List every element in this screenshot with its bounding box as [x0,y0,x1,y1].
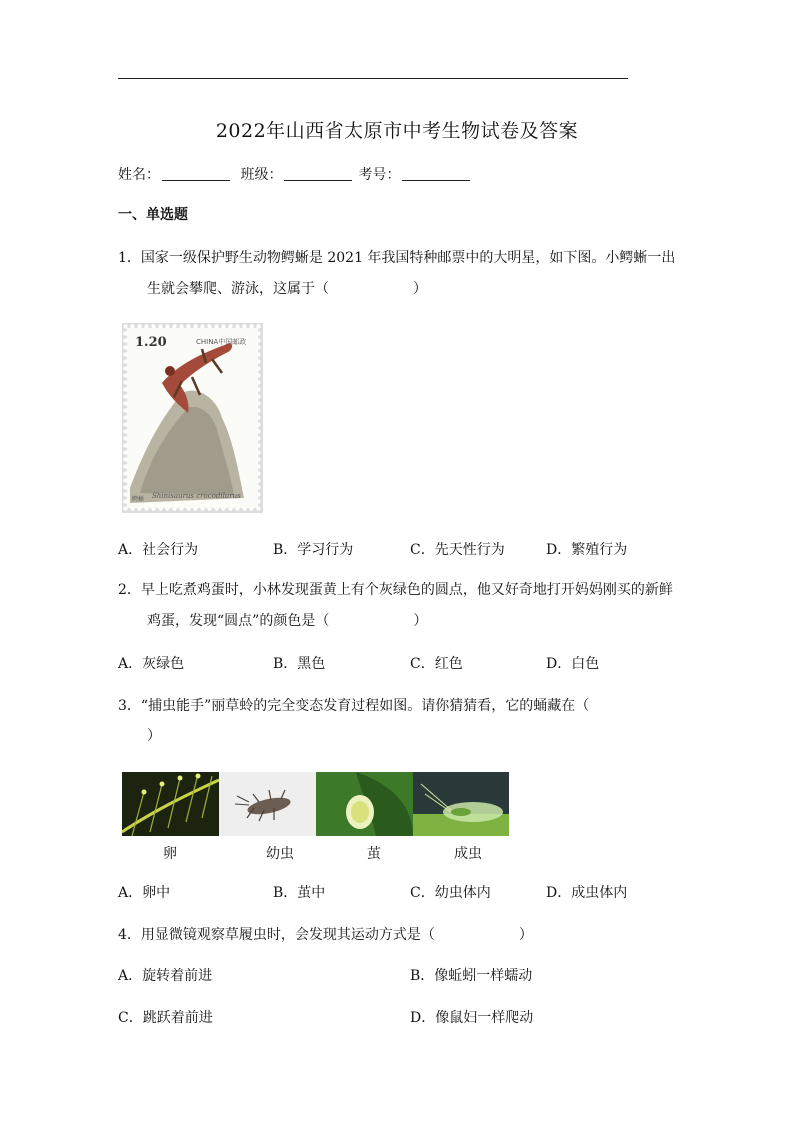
name-label: 姓名： [118,167,160,183]
caption-cocoon: 茧 [367,846,381,862]
q4-option-d[interactable]: D．像鼠妇一样爬动 [410,1010,534,1026]
q2-option-d[interactable]: D．白色 [546,656,600,672]
q3-option-b[interactable]: B．茧中 [273,885,326,901]
q1-option-a[interactable]: A．社会行为 [118,542,199,558]
exam-number-label: 考号： [358,167,401,183]
q2-option-b[interactable]: B．黑色 [273,656,326,672]
q4-option-c[interactable]: C．跳跃着前进 [118,1010,213,1026]
lacewing-larva-image [219,772,316,836]
page-title: 2022年山西省太原市中考生物试卷及答案 [215,120,579,142]
q3-option-d[interactable]: D．成虫体内 [546,885,628,901]
student-info-line [118,165,476,185]
q4-option-a[interactable]: A．旋转着前进 [118,968,213,984]
q3-line1: 3．“捕虫能手”丽草蛉的完全变态发育过程如图。请你猜猜看，它的蛹藏在（ [118,698,590,714]
q2-option-a[interactable]: A．灰绿色 [118,656,185,672]
q1-option-c[interactable]: C．先天性行为 [410,542,505,558]
q2-line1: 2．早上吃煮鸡蛋时，小林发现蛋黄上有个灰绿色的圆点，他又好奇地打开妈妈刚买的新鲜 [118,582,673,598]
q2-line2: 鸡蛋，发现“圆点”的颜色是（ ） [147,613,428,629]
name-blank[interactable] [162,166,230,181]
q1-line2: 生就会攀爬、游泳，这属于（ ） [147,281,427,297]
q3-line2: ） [147,728,161,744]
caption-adult: 成虫 [454,846,482,862]
section-heading: 一、单选题 [118,207,188,223]
q3-option-a[interactable]: A．卵中 [118,885,171,901]
stamp-value: 1.20 [135,335,167,350]
lacewing-adult-image [413,772,509,836]
q4-line1: 4．用显微镜观察草履虫时，会发现其运动方式是（ ） [118,927,533,943]
q4-option-b[interactable]: B．像蚯蚓一样蠕动 [410,968,533,984]
class-label: 班级： [240,167,283,183]
q2-option-c[interactable]: C．红色 [410,656,463,672]
header-rule [118,78,628,79]
exam-number-blank[interactable] [402,166,470,181]
q1-option-b[interactable]: B．学习行为 [273,542,354,558]
caption-egg: 卵 [163,846,177,862]
q3-option-c[interactable]: C．幼虫体内 [410,885,491,901]
lacewing-cocoon-image [316,772,413,836]
stamp-latin-name: Shinisaurus crocodilurus [152,492,241,500]
crocodile-lizard-stamp-image [122,323,263,513]
stamp-brand: CHINA中国邮政 [196,338,247,346]
lacewing-egg-image [122,772,219,836]
q1-option-d[interactable]: D．繁殖行为 [546,542,628,558]
stamp-cn-name: 鳄蜥 [132,496,145,503]
caption-larva: 幼虫 [266,846,294,862]
class-blank[interactable] [284,166,352,181]
q1-line1: 1．国家一级保护野生动物鳄蜥是 2021 年我国特种邮票中的大明星，如下图。小鳄蜥一出 [118,250,676,266]
